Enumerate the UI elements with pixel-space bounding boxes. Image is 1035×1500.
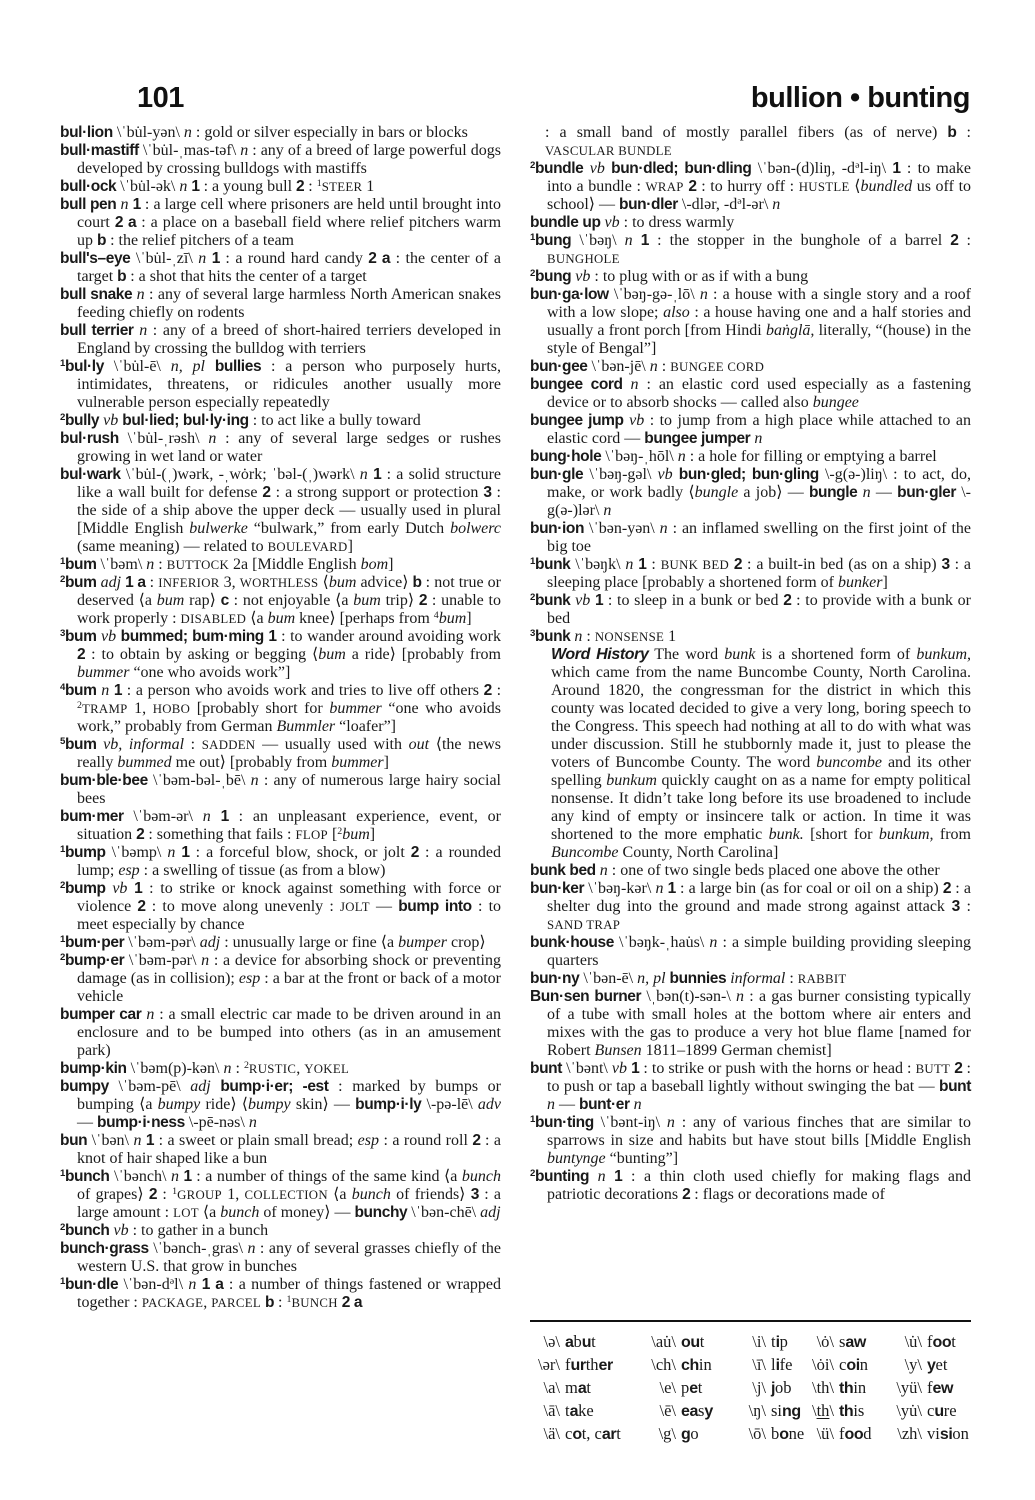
pronunciation-key <box>530 1331 971 1446</box>
pron-example-word: cure <box>927 1401 957 1420</box>
dictionary-entry: $^1$bum \ˈbəm\ n : BUTTOCK 2a [Middle English bom] <box>60 556 394 573</box>
pron-key-cell <box>800 1331 888 1354</box>
pron-symbol: \zh\ <box>897 1424 922 1443</box>
pron-example-word: foot <box>927 1332 956 1351</box>
pron-example-word: easy <box>681 1401 713 1420</box>
pron-key-cell <box>530 1377 642 1400</box>
pron-symbol: \th\ <box>811 1401 834 1420</box>
pron-example-word: coin <box>839 1355 868 1374</box>
pron-example-word: saw <box>839 1332 866 1351</box>
dictionary-entry: bunt \ˈbənt\ vb 1 : to strike or push with the horns or head : BUTT 2 : to push or tap a baseball lightly without swinging the bat — bunt n — bunt·er n <box>530 1060 971 1113</box>
dictionary-entry: $^1$bunch \ˈbənch\ n 1 : a number of things of the same kind ⟨a bunch of grapes⟩ 2 : $^1$GROUP 1, COLLECTION ⟨a bunch of friends⟩ 3 : a large amount : LOT ⟨a bunch of money⟩ — bunchy \ˈbən-chē\ adj <box>60 1168 502 1221</box>
pron-symbol: \yü\ <box>896 1378 922 1397</box>
pron-example-word: yet <box>927 1355 948 1374</box>
pron-symbol: \u̇\ <box>904 1332 922 1351</box>
pron-key-cell <box>642 1331 732 1354</box>
pronunciation-key-rule <box>530 1320 971 1322</box>
dictionary-entry: bump·kin \ˈbəm(p)-kən\ n : $^2$RUSTIC, YOKEL <box>60 1060 350 1077</box>
pron-key-cell <box>800 1354 888 1377</box>
pron-key-row <box>530 1354 971 1377</box>
pron-key-cell <box>800 1377 888 1400</box>
dictionary-entry: bum·ble·bee \ˈbəm-bəl-ˌbē\ n : any of numerous large hairy social bees <box>60 772 502 807</box>
dictionary-entry: bun·ga·low \ˈbəŋ-gə-ˌlō\ n : a house with a single story and a roof with a low slope; also : a house having one and a half stories and usually a front porch [from Hindi baṅglā, literally, “(house) in the style of Bengal”] <box>530 286 972 357</box>
pron-symbol: \a\ <box>543 1378 560 1397</box>
pron-key-cell <box>530 1400 642 1423</box>
pron-example-word: food <box>839 1424 872 1443</box>
dictionary-entry: bull·ock \ˈbu̇l-ək\ n 1 : a young bull 2 : $^1$STEER 1 <box>60 178 375 195</box>
pron-example-word: abut <box>565 1332 596 1351</box>
dictionary-entry: $^3$bunk n : NONSENSE 1 <box>530 628 677 645</box>
dictionary-entry: bunch·grass \ˈbənch-ˌgras\ n : any of several grasses chiefly of the western U.S. that grow in bunches <box>60 1240 502 1275</box>
dictionary-entry: $^1$bunk \ˈbəŋk\ n 1 : BUNK BED 2 : a built-in bed (as on a ship) 3 : a sleeping place [probably a shortened form of bunker] <box>530 556 972 591</box>
dictionary-entry: $^1$bun·ting \ˈbənt-iŋ\ n : any of various finches that are similar to sparrows in size and habits but have stout bills [Middle English buntynge “bunting”] <box>530 1114 971 1167</box>
pron-example-word: mat <box>565 1378 591 1397</box>
pron-example-word: cot, cart <box>565 1424 621 1443</box>
dictionary-entry: $^2$bung vb : to plug with or as if with a bung <box>530 268 809 285</box>
dictionary-entry: bun \ˈbən\ n 1 : a sweet or plain small bread; esp : a round roll 2 : a knot of hair shaped like a bun <box>60 1132 502 1167</box>
dictionary-entry: $^2$bully vb bul·lied; bul·ly·ing : to act like a bully toward <box>60 412 421 429</box>
pron-symbol: \ē\ <box>659 1401 676 1420</box>
dictionary-entry: $^2$bum adj 1 a : INFERIOR 3, WORTHLESS ⟨bum advice⟩ b : not true or deserved ⟨a bum rap⟩ c : not enjoyable ⟨a bum trip⟩ 2 : unable to work properly : DISABLED ⟨a bum knee⟩ [perhaps from $^4$bum] <box>60 574 502 627</box>
dictionary-entry: bun·ion \ˈbən-yən\ n : an inflamed swelling on the first joint of the big toe <box>530 520 972 555</box>
dictionary-entry: $^2$bunting n 1 : a thin cloth used chiefly for making flags and patriotic decorations 2 : flags or decorations made of <box>530 1168 972 1203</box>
pron-key-cell <box>642 1400 732 1423</box>
dictionary-entry: bungee jump vb : to jump from a high place while attached to an elastic cord — bungee jumper n <box>530 412 971 447</box>
pron-key-cell <box>888 1377 971 1400</box>
dictionary-entry: bul·wark \ˈbu̇l-(ˌ)wərk, -ˌwȯrk; ˈbəl-(ˌ)wərk\ n 1 : a solid structure like a wall built for defense 2 : a strong support or protection 3 : the side of a ship above the upper deck — usually used in plural [Middle English bulwerke “bulwark,” from early Dutch bolwerc (same meaning) — related to BOULEVARD] <box>60 466 502 555</box>
pron-example-word: bone <box>771 1424 805 1443</box>
pron-example-word: further <box>565 1355 613 1374</box>
dictionary-entry: $^1$bul·ly \ˈbu̇l-ē\ n, pl bullies : a person who purposely hurts, intimidates, threatens, or ridicules another usually more vulnerable person especially repeatedly <box>60 358 502 411</box>
pron-example-word: tip <box>771 1332 788 1351</box>
dictionary-entry: bull's–eye \ˈbu̇l-ˌzī\ n 1 : a round hard candy 2 a : the center of a target b : a shot that hits the center of a target <box>60 250 502 285</box>
pron-key-cell <box>642 1377 732 1400</box>
dictionary-entry: $^5$bum vb, informal : SADDEN — usually used with out ⟨the news really bummed me out⟩ [probably from bummer] <box>60 736 502 771</box>
pron-symbol: \ȯi\ <box>811 1355 834 1374</box>
pron-example-word: few <box>927 1378 954 1397</box>
pron-symbol: \ə\ <box>543 1332 560 1351</box>
dictionary-entry: $^2$bundle vb bun·dled; bun·dling \ˈbən-(d)liŋ, $-d^əl-iŋ\backslash$ 1 : to make into a bundle : WRAP 2 : to hurry off : HUSTLE ⟨bundled us off to school⟩ — bun·dler \-dlər, $-d^əl-ər\backslash$ n <box>530 160 972 213</box>
pron-key-cell <box>888 1354 971 1377</box>
pron-key-cell <box>530 1354 642 1377</box>
dictionary-entry: $^1$bump \ˈbəmp\ n 1 : a forceful blow, shock, or jolt 2 : a rounded lump; esp : a swelling of tissue (as from a blow) <box>60 844 502 879</box>
pron-symbol: \ü\ <box>816 1424 834 1443</box>
pron-example-word: job <box>771 1378 792 1397</box>
dictionary-entry: bumpy \ˈbəm-pē\ adj bump·i·er; -est : marked by bumps or bumping ⟨a bumpy ride⟩ ⟨bumpy skin⟩ — bump·i·ly \-pə-lē\ adv — bump·i·ness \-pē-nəs\ n <box>60 1078 502 1131</box>
dictionary-entry: bul·rush \ˈbu̇l-ˌrəsh\ n : any of several large sedges or rushes growing in wet land or water <box>60 430 501 465</box>
dictionary-entry: $^2$bunk vb 1 : to sleep in a bunk or bed 2 : to provide with a bunk or bed <box>530 592 971 627</box>
pron-example-word: life <box>771 1355 793 1374</box>
pron-symbol: \ŋ\ <box>748 1401 766 1420</box>
pron-key-cell <box>732 1400 800 1423</box>
pron-key-cell <box>888 1400 971 1423</box>
pron-key-cell <box>732 1331 800 1354</box>
dictionary-entry: $^1$bum·per \ˈbəm-pər\ adj : unusually large or fine ⟨a bumper crop⟩ <box>60 934 486 951</box>
pron-symbol: \ȯ\ <box>816 1332 834 1351</box>
dictionary-entry: bun·ker \ˈbəŋ-kər\ n 1 : a large bin (as for coal or oil on a ship) 2 : a shelter dug into the ground and made strong against attack 3 : SAND TRAP <box>530 880 972 932</box>
right-column <box>530 124 971 1204</box>
dictionary-entry: bull pen n 1 : a large cell where prisoners are held until brought into court 2 a : a place on a baseball field where relief pitchers warm up b : the relief pitchers of a team <box>60 196 502 249</box>
pron-key-cell <box>732 1423 805 1446</box>
word-history-paragraph: Word History The word bunk is a shortened form of bunkum, which came from the name Buncombe County, North Carolina. Around 1820, the congressman for the district in which this county was located decided to give a very long, boring speech to the Congress. This speech had nothing at all to do with what was under discussion. Still he stubbornly made it, just to please the voters of Buncombe County. The word buncombe and its other spelling bunkum quickly caught on as a name for empty political nonsense. It didn’t take long before its use broadened to include any kind of empty or insincere talk or action. In time it was shortened to the more emphatic bunk. [short for bunkum, from Buncombe County, North Carolina] <box>551 646 972 861</box>
pron-key-cell <box>888 1423 971 1446</box>
guide-words: bullion • bunting <box>750 82 970 114</box>
pron-example-word: sing <box>771 1401 801 1420</box>
dictionary-entry: bun·gle \ˈbəŋ-gəl\ vb bun·gled; bun·gling \-g(ə-)liŋ\ : to act, do, make, or work badly ⟨bungle a job⟩ — bungle n — bun·gler \-g(ə-)lər\ n <box>530 466 972 519</box>
pron-symbol: \ā\ <box>543 1401 560 1420</box>
dictionary-entry: bul·lion \ˈbu̇l-yən\ n : gold or silver especially in bars or blocks <box>60 124 468 141</box>
dictionary-entry: bum·mer \ˈbəm-ər\ n 1 : an unpleasant experience, event, or situation 2 : something that fails : FLOP [$^2$bum] <box>60 808 501 843</box>
dictionary-entry: bull terrier n : any of a breed of short-haired terriers developed in England by crossing the bulldog with terriers <box>60 322 502 357</box>
pron-key-cell <box>800 1423 888 1446</box>
dictionary-entry: bull snake n : any of several large harmless North American snakes feeding chiefly on rodents <box>60 286 502 321</box>
dictionary-entry: bung·hole \ˈbəŋ-ˌhōl\ n : a hole for filling or emptying a barrel <box>530 448 937 465</box>
dictionary-entry: bumper car n : a small electric car made to be driven around in an enclosure and to be bumped into others (as in an amusement park) <box>60 1006 501 1059</box>
entry-continuation: : a small band of mostly parallel fibers (as of nerve) b : VASCULAR BUNDLE <box>545 124 971 158</box>
dictionary-entry: bunk bed n : one of two single beds placed one above the other <box>530 862 940 879</box>
dictionary-entry: $^1$bun·dle $\backslash ˈbən-d^əl\backslash$ n 1 a : a number of things fastened or wrapped together : PACKAGE, PARCEL b : $^1$BUNCH 2 a <box>60 1276 502 1311</box>
dictionary-entry: $^2$bump·er \ˈbəm-pər\ n : a device for absorbing shock or preventing damage (as in collision); esp : a bar at the front or back of a motor vehicle <box>60 952 501 1005</box>
pron-example-word: take <box>565 1401 594 1420</box>
dictionary-entry: bunk·house \ˈbəŋk-ˌhau̇s\ n : a simple building providing sleeping quarters <box>530 934 972 969</box>
pron-example-word: out <box>681 1332 705 1351</box>
dictionary-entry: bull·mastiff \ˈbu̇l-ˌmas-təf\ n : any of a breed of large powerful dogs developed by crossing bulldogs with mastiffs <box>60 142 502 177</box>
pron-symbol: \ch\ <box>651 1355 676 1374</box>
dictionary-entry: bundle up vb : to dress warmly <box>530 214 735 231</box>
dictionary-entry: bun·gee \ˈbən-jē\ n : BUNGEE CORD <box>530 358 765 375</box>
pron-key-cell <box>642 1354 732 1377</box>
pron-key-cell <box>732 1354 800 1377</box>
pron-symbol: \e\ <box>659 1378 676 1397</box>
pron-key-cell <box>800 1400 888 1423</box>
dictionary-entry: $^3$bum vb bummed; bum·ming 1 : to wander around avoiding work 2 : to obtain by asking or begging ⟨bum a ride⟩ [probably from bummer “one who avoids work”] <box>60 628 502 681</box>
left-column <box>60 124 501 1312</box>
pron-key-cell <box>642 1423 732 1446</box>
pron-key-cell <box>732 1377 800 1400</box>
dictionary-entry: Bun·sen burner \ˌbən(t)-sən-\ n : a gas burner consisting typically of a tube with small holes at the bottom where air enters and mixes with the gas to produce a very hot blue flame [named for Robert Bunsen 1811–1899 German chemist] <box>530 988 971 1059</box>
pron-symbol: \i\ <box>752 1332 766 1351</box>
pron-key-cell <box>530 1423 642 1446</box>
pron-example-word: this <box>839 1401 865 1420</box>
pron-symbol: \ä\ <box>543 1424 560 1443</box>
page-number: 101 <box>137 82 184 114</box>
pron-key-row <box>530 1377 971 1400</box>
pron-example-word: chin <box>681 1355 712 1374</box>
dictionary-entry: $^2$bump vb 1 : to strike or knock against something with force or violence 2 : to move along unevenly : JOLT — bump into : to meet especially by chance <box>60 880 502 933</box>
pron-symbol: \ō\ <box>748 1424 766 1443</box>
pron-example-word: go <box>681 1424 699 1443</box>
pron-key-row <box>530 1400 971 1423</box>
pron-symbol: \ər\ <box>538 1355 560 1374</box>
dictionary-entry: bungee cord n : an elastic cord used especially as a fastening device or to absorb shocks — called also bungee <box>530 376 972 411</box>
pron-symbol: \j\ <box>752 1378 766 1397</box>
pron-key-cell <box>888 1331 971 1354</box>
pron-symbol: \ī\ <box>752 1355 766 1374</box>
pron-example-word: pet <box>681 1378 703 1397</box>
dictionary-entry: $^2$bunch vb : to gather in a bunch <box>60 1222 269 1239</box>
pron-symbol: \y\ <box>904 1355 922 1374</box>
pron-example-word: vision <box>927 1424 969 1443</box>
pron-symbol: \au̇\ <box>651 1332 676 1351</box>
pron-key-row <box>530 1331 971 1354</box>
pron-symbol: \g\ <box>658 1424 676 1443</box>
pron-symbol: \yu̇\ <box>896 1401 922 1420</box>
dictionary-entry: $^1$bung \ˈbəŋ\ n 1 : the stopper in the bunghole of a barrel 2 : BUNGHOLE <box>530 232 971 266</box>
pron-key-cell <box>530 1331 642 1354</box>
pron-symbol: \th\ <box>811 1378 834 1397</box>
pron-key-row <box>530 1423 971 1446</box>
pron-example-word: thin <box>839 1378 867 1397</box>
dictionary-entry: $^4$bum n 1 : a person who avoids work and tries to live off others 2 : $^2$TRAMP 1, HOBO [probably short for bummer “one who avoids work,” probably from German Bummler “loafer”] <box>60 682 502 735</box>
dictionary-entry: bun·ny \ˈbən-ē\ n, pl bunnies informal : RABBIT <box>530 970 847 987</box>
